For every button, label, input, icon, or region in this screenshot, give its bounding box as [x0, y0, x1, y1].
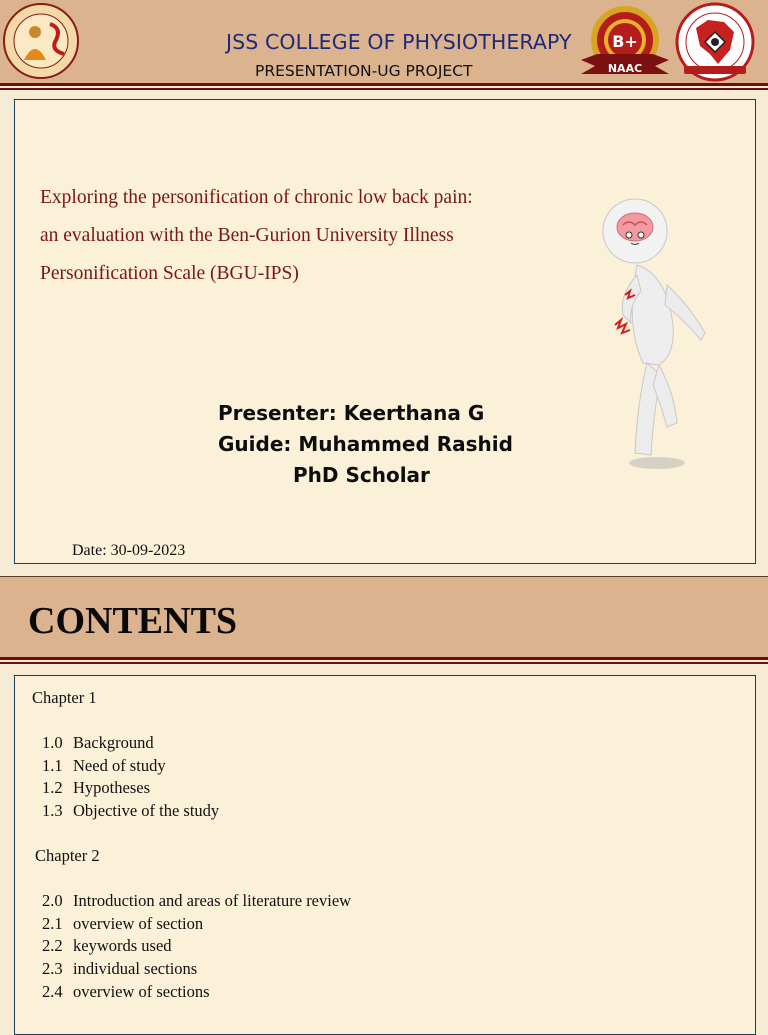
presentation-date: Date: 30-09-2023: [72, 542, 186, 559]
college-title: JSS COLLEGE OF PHYSIOTHERAPY: [226, 30, 572, 54]
list-item: 2.2 keywords used: [42, 936, 172, 956]
list-item: 2.3 individual sections: [42, 959, 198, 979]
guide-title: PhD Scholar: [293, 463, 430, 487]
list-item: 2.4 overview of sections: [42, 981, 210, 1001]
title-slide-panel: [14, 99, 756, 564]
header-banner: [0, 0, 768, 86]
presentation-title: [40, 179, 560, 293]
jss-logo-icon: [2, 2, 80, 80]
title-slide: [0, 90, 768, 575]
contents-banner: [0, 576, 768, 660]
contents-heading: CONTENTS: [28, 600, 238, 642]
chapter-1-list: [42, 732, 219, 823]
naac-seal-icon: [674, 2, 756, 82]
naac-badge-icon: [577, 4, 673, 80]
title-line-3: Personification Scale (BGU-IPS): [40, 263, 299, 284]
contents-panel: [14, 675, 756, 1035]
presenter-name: Presenter: Keerthana G: [218, 401, 485, 425]
guide-name: Guide: Muhammed Rashid: [218, 432, 513, 456]
list-item: 2.0 Introduction and areas of literature review: [42, 891, 352, 910]
naac-grade: B+: [612, 32, 638, 51]
list-item: 1.0 Background: [42, 733, 154, 752]
presentation-subtitle: PRESENTATION-UG PROJECT: [255, 62, 473, 80]
chapter-1-heading: Chapter 1: [32, 688, 97, 707]
contents-slide: [0, 666, 768, 1024]
back-pain-figure-icon: [597, 195, 732, 475]
presenter-block: [218, 398, 513, 491]
title-line-2: an evaluation with the Ben-Gurion University Illness: [40, 225, 454, 246]
chapter-2-heading: Chapter 2: [35, 846, 100, 865]
list-item: 1.2 Hypotheses: [42, 778, 150, 798]
list-item: 2.1 overview of section: [42, 913, 204, 933]
chapter-2-list: [42, 890, 351, 1004]
title-line-1: Exploring the personification of chronic low back pain:: [40, 187, 473, 208]
list-item: 1.1 Need of study: [42, 755, 166, 775]
list-item: 1.3 Objective of the study: [42, 801, 220, 821]
naac-label: NAAC: [607, 62, 643, 75]
